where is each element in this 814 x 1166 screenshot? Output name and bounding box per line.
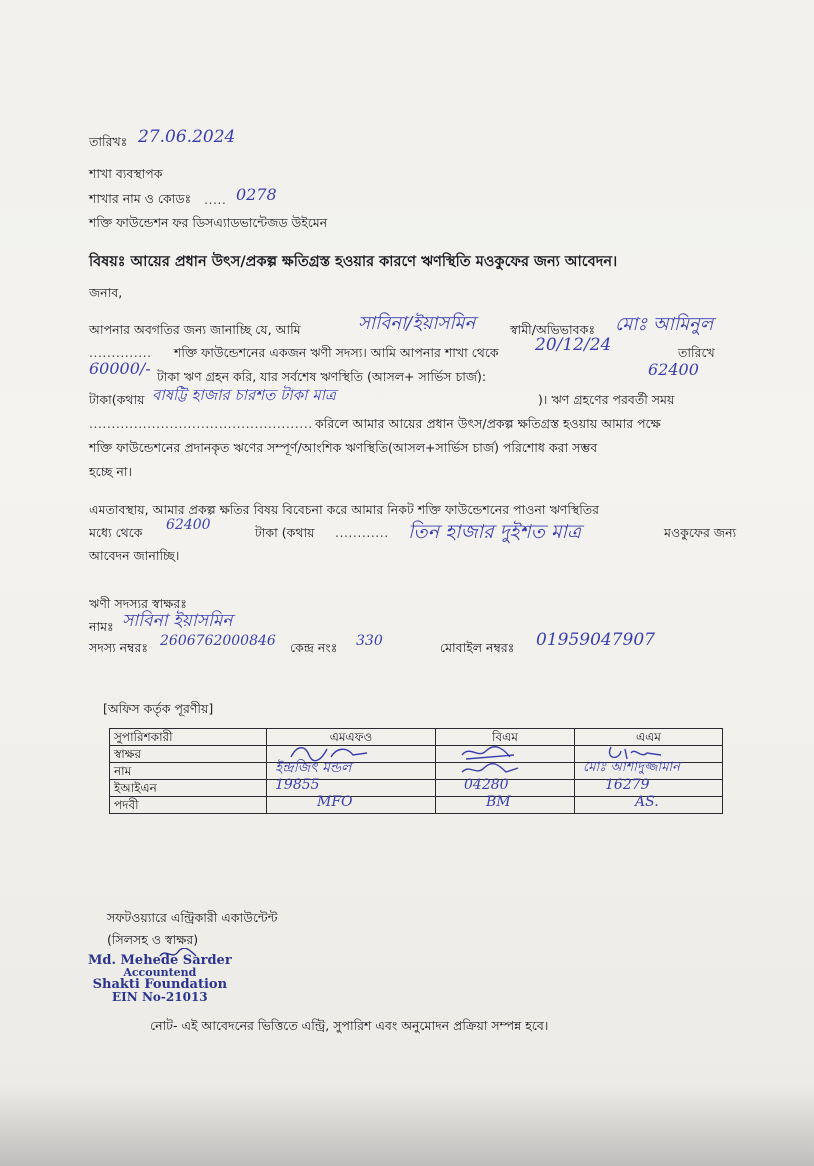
organization: শক্তি ফাউন্ডেশন ফর ডিসএ্যাডভান্টেজড উইমেন — [89, 215, 328, 230]
scanned-form-page: তারিখঃ 27.06.2024 শাখা ব্যবস্থাপক শাখার নাম ও কোডঃ ..... 0278 শক্তি ফাউন্ডেশন ফর ডিসএ্যাডভান্টেজড উইমেন বিষয়ঃ আয়ের প্রধান উৎস/প্রকল্প ক্ষতিগ্রস্ত হওয়ার কারণে ঋণস্থিতি মওকুফের জন্য আবেদন। জনাব, আপনার অবগতির জন্য জানাচ্ছি যে, আমি সাবিনা/ইয়াসমিন স্বামী/অভিভাবকঃ মোঃ আমিনুল .............. শক্তি ফাউন্ডেশনের একজন ঋণী সদস্য। আমি আপনার শাখা থেকে 20/12/24 তারিখে 60000/- টাকা ঋণ গ্রহন করি, যার সর্বশেষ ঋণস্থিতি (আসল+ সার্ভিস চার্জ): 62400 টাকা(কথায় বাষট্টি হাজার চারশত টাকা মাত্র )। ঋণ গ্রহণের পরবর্তী সময় .................................................. করিলে আমার আয়ের প্রধান উৎস/প্রকল্প ক্ষতিগ্রস্ত হওয়ায় আমার পক্ষে শক্তি ফাউন্ডেশনের প্রদানকৃত ঋণের সম্পূর্ণ/আংশিক ঋণস্থিতি(আসল+সার্ভিস চার্জ) পরিশোধ করা সম্ভব হচ্ছে না। এমতাবস্থায়, আমার প্রকল্প ক্ষতির বিষয় বিবেচনা করে আমার নিকট শক্তি ফাউন্ডেশনের পাওনা ঋণস্থিতির মধ্যে থেকে 62400 টাকা (কথায় ............ তিন হাজার দুইশত মাত্র মওকুফের জন্য আবেদন জানাচ্ছি। ঋণী সদস্যর স্বাক্ষরঃ নামঃ সাবিনা ইয়াসমিন সদস্য নম্বরঃ 2606762000846 কেন্দ্র নংঃ 330 মোবাইল নম্বরঃ 01959047907 [অফিস কর্তৃক পূরণীয়] সুপারিশকারী এমএফও বিএম এএম স্বাক্ষর নাম ইন্দ্রজিৎ মন্ডল মোঃ আশাদুজ্জামান ইআইএন 19855 04280 16279 পদবী MFO BM AS. সফটওয়্যারে এন্ট্রিকারী একাউন্টেন্ট (সিলসহ ও স্বাক্ষর) Md. Mehede Sarder Accountend Shakti Foundation EIN No-21013 নোট- এই আবেদনের ভিত্তিতে এন্ট্রি, সুপারিশ এবং অনুমোদন প্রক্রিয়া সম্পন্ন হবে। — [0, 0, 814, 1166]
scan-shadow — [0, 1085, 814, 1166]
table-cell — [575, 794, 723, 814]
stamp-ein: EIN No-21013 — [112, 990, 208, 1004]
p1-b: স্বামী/অভিভাবকঃ — [510, 322, 595, 337]
accountant-title: সফটওয়্যারে এন্ট্রিকারী একাউন্টেন্ট — [107, 910, 278, 925]
row-label: ইআইএন — [110, 780, 267, 797]
waiver-in-words: তিন হাজার দুইশত মাত্র — [408, 521, 581, 543]
p2-c: টাকা (কথায় — [255, 525, 315, 540]
mobile-no: 01959047907 — [536, 630, 655, 650]
footer-note: নোট- এই আবেদনের ভিত্তিতে এন্ট্রি, সুপারিশ এবং অনুমোদন প্রক্রিয়া সম্পন্ন হবে। — [150, 1018, 549, 1033]
table-header: এএম — [575, 729, 723, 746]
mfo-designation: MFO — [317, 794, 353, 810]
row-label: পদবী — [110, 797, 267, 814]
waiver-amount: 62400 — [166, 517, 211, 533]
approval-table — [109, 728, 723, 814]
p1-f: টাকা(কথায় — [89, 392, 145, 407]
p1-g: )। ঋণ গ্রহণের পরবর্তী সময় — [538, 392, 675, 407]
table-cell — [436, 794, 575, 814]
row-label: স্বাক্ষর — [110, 746, 267, 763]
guardian-name: মোঃ আমিনুল — [615, 314, 714, 335]
applicant-name: সাবিনা/ইয়াসমিন — [358, 313, 476, 334]
table-header: বিএম — [436, 729, 575, 746]
amount-in-words: বাষট্টি হাজার চারশত টাকা মাত্র — [152, 386, 336, 404]
loan-balance: 62400 — [648, 360, 699, 379]
table-header: সুপারিশকারী — [110, 729, 267, 746]
accountant-seal-stamp — [88, 955, 232, 1003]
bm-designation: BM — [486, 794, 511, 810]
bm-ein: 04280 — [464, 777, 509, 793]
member-sig-label: ঋণী সদস্যর স্বাক্ষরঃ — [89, 596, 187, 611]
member-no: 2606762000846 — [160, 633, 276, 649]
row-label: নাম — [110, 763, 267, 780]
office-use-label: [অফিস কর্তৃক পূরণীয়] — [103, 701, 214, 716]
p2-d: মওকুফের জন্য — [664, 525, 737, 540]
p1-d: তারিখে — [678, 345, 715, 360]
am-name: মোঃ আশাদুজ্জামান — [583, 760, 680, 775]
date-label: তারিখঃ — [89, 134, 128, 149]
center-label: কেন্দ্র নংঃ — [290, 640, 338, 655]
p1-i: শক্তি ফাউন্ডেশনের প্রদানকৃত ঋণের সম্পূর্ণ/আংশিক ঋণস্থিতি(আসল+সার্ভিস চার্জ) পরিশোধ করা সম্ভব — [89, 440, 598, 455]
p2-b: মধ্যে থেকে — [89, 525, 143, 540]
table-cell — [267, 794, 436, 814]
mfo-ein: 19855 — [275, 777, 320, 793]
stamp-org: Shakti Foundation — [92, 977, 228, 992]
p2-e: আবেদন জানাচ্ছি। — [89, 548, 180, 563]
table-header: এমএফও — [267, 729, 436, 746]
subject: বিষয়ঃ আয়ের প্রধান উৎস/প্রকল্প ক্ষতিগ্রস্ত হওয়ার কারণে ঋণস্থিতি মওকুফের জন্য আবেদন। — [89, 254, 618, 270]
name-label: নামঃ — [89, 619, 114, 634]
branch-code: 0278 — [236, 185, 277, 204]
member-name: সাবিনা ইয়াসমিন — [122, 611, 233, 631]
mobile-label: মোবাইল নম্বরঃ — [440, 640, 515, 655]
salutation: জনাব, — [89, 285, 123, 300]
loan-date: 20/12/24 — [535, 335, 612, 355]
mfo-name: ইন্দ্রজিৎ মন্ডল — [275, 760, 352, 776]
stamp-name: Md. Mehede Sarder — [88, 953, 232, 968]
member-no-label: সদস্য নম্বরঃ — [89, 640, 149, 655]
table-row — [110, 797, 723, 814]
am-designation: AS. — [635, 794, 659, 810]
date-value: 27.06.2024 — [138, 127, 236, 147]
accountant-note: (সিলসহ ও স্বাক্ষর) — [107, 932, 199, 947]
loan-amount: 60000/- — [89, 359, 151, 378]
p1-e: টাকা ঋণ গ্রহন করি, যার সর্বশেষ ঋণস্থিতি (আসল+ সার্ভিস চার্জ): — [157, 369, 487, 384]
center-no: 330 — [356, 633, 383, 649]
p2-a: এমতাবস্থায়, আমার প্রকল্প ক্ষতির বিষয় বিবেচনা করে আমার নিকট শক্তি ফাউন্ডেশনের পাওনা ঋণস্থিতির — [89, 502, 600, 517]
p1-a: আপনার অবগতির জন্য জানাচ্ছি যে, আমি — [89, 322, 301, 337]
p1-j: হচ্ছে না। — [89, 464, 132, 479]
stamp-role: Accountend — [123, 966, 197, 979]
p1-h: করিলে আমার আয়ের প্রধান উৎস/প্রকল্প ক্ষতিগ্রস্ত হওয়ায় আমার পক্ষে — [315, 416, 661, 431]
am-ein: 16279 — [605, 777, 650, 793]
p1-c: শক্তি ফাউন্ডেশনের একজন ঋণী সদস্য। আমি আপনার শাখা থেকে — [174, 345, 499, 360]
addressee: শাখা ব্যবস্থাপক — [89, 166, 163, 181]
branch-label: শাখার নাম ও কোডঃ — [89, 191, 192, 206]
table-row — [110, 780, 723, 797]
